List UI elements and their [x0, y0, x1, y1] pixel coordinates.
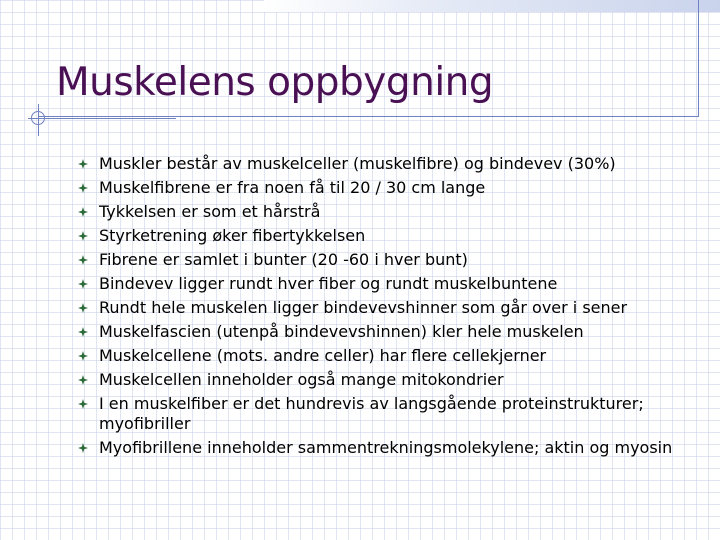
bullet-list	[78, 154, 688, 462]
decorative-horizontal-line	[28, 118, 176, 119]
bullet-text: Fibrene er samlet i bunter (20 -60 i hver bunt)	[99, 250, 468, 269]
bullet-item	[78, 202, 688, 222]
bullet-item	[78, 178, 688, 198]
bullet-text: I en muskelfiber er det hundrevis av langsgående proteinstrukturer; myofibriller	[99, 394, 644, 433]
bullet-text: Muskelcellene (mots. andre celler) har flere cellekjerner	[99, 346, 547, 365]
bullet-text: Bindevev ligger rundt hver fiber og rundt muskelbuntene	[99, 274, 558, 293]
fleuron-bullet-icon	[78, 399, 88, 409]
bullet-item	[78, 274, 688, 294]
fleuron-bullet-icon	[78, 159, 88, 169]
decorative-circle-icon	[31, 111, 45, 125]
bullet-text: Rundt hele muskelen ligger bindevevshinner som går over i sener	[99, 298, 628, 317]
fleuron-bullet-icon	[78, 443, 88, 453]
fleuron-bullet-icon	[78, 375, 88, 385]
bullet-text: Tykkelsen er som et hårstrå	[99, 202, 321, 221]
fleuron-bullet-icon	[78, 279, 88, 289]
bullet-item	[78, 154, 688, 174]
bullet-item	[78, 322, 688, 342]
slide-title: Muskelens oppbygning	[56, 60, 494, 105]
bullet-item	[78, 438, 688, 458]
bullet-text: Styrketrening øker fibertykkelsen	[99, 226, 366, 245]
bullet-item	[78, 226, 688, 246]
bullet-text: Muskelcellen inneholder også mange mitokondrier	[99, 370, 504, 389]
bullet-item	[78, 394, 688, 434]
fleuron-bullet-icon	[78, 351, 88, 361]
fleuron-bullet-icon	[78, 207, 88, 217]
bullet-item	[78, 370, 688, 390]
fleuron-bullet-icon	[78, 183, 88, 193]
bullet-text: Muskelfascien (utenpå bindevevshinnen) kler hele muskelen	[99, 322, 584, 341]
fleuron-bullet-icon	[78, 327, 88, 337]
bullet-item	[78, 250, 688, 270]
bullet-text: Muskler består av muskelceller (muskelfibre) og bindevev (30%)	[99, 154, 616, 173]
bullet-text: Myofibrillene inneholder sammentrekningsmolekylene; aktin og myosin	[99, 438, 673, 457]
bullet-item	[78, 346, 688, 366]
bullet-item	[78, 298, 688, 318]
fleuron-bullet-icon	[78, 255, 88, 265]
fleuron-bullet-icon	[78, 231, 88, 241]
fleuron-bullet-icon	[78, 303, 88, 313]
bullet-text: Muskelfibrene er fra noen få til 20 / 30 cm lange	[99, 178, 486, 197]
header-gradient-band	[264, 0, 720, 12]
